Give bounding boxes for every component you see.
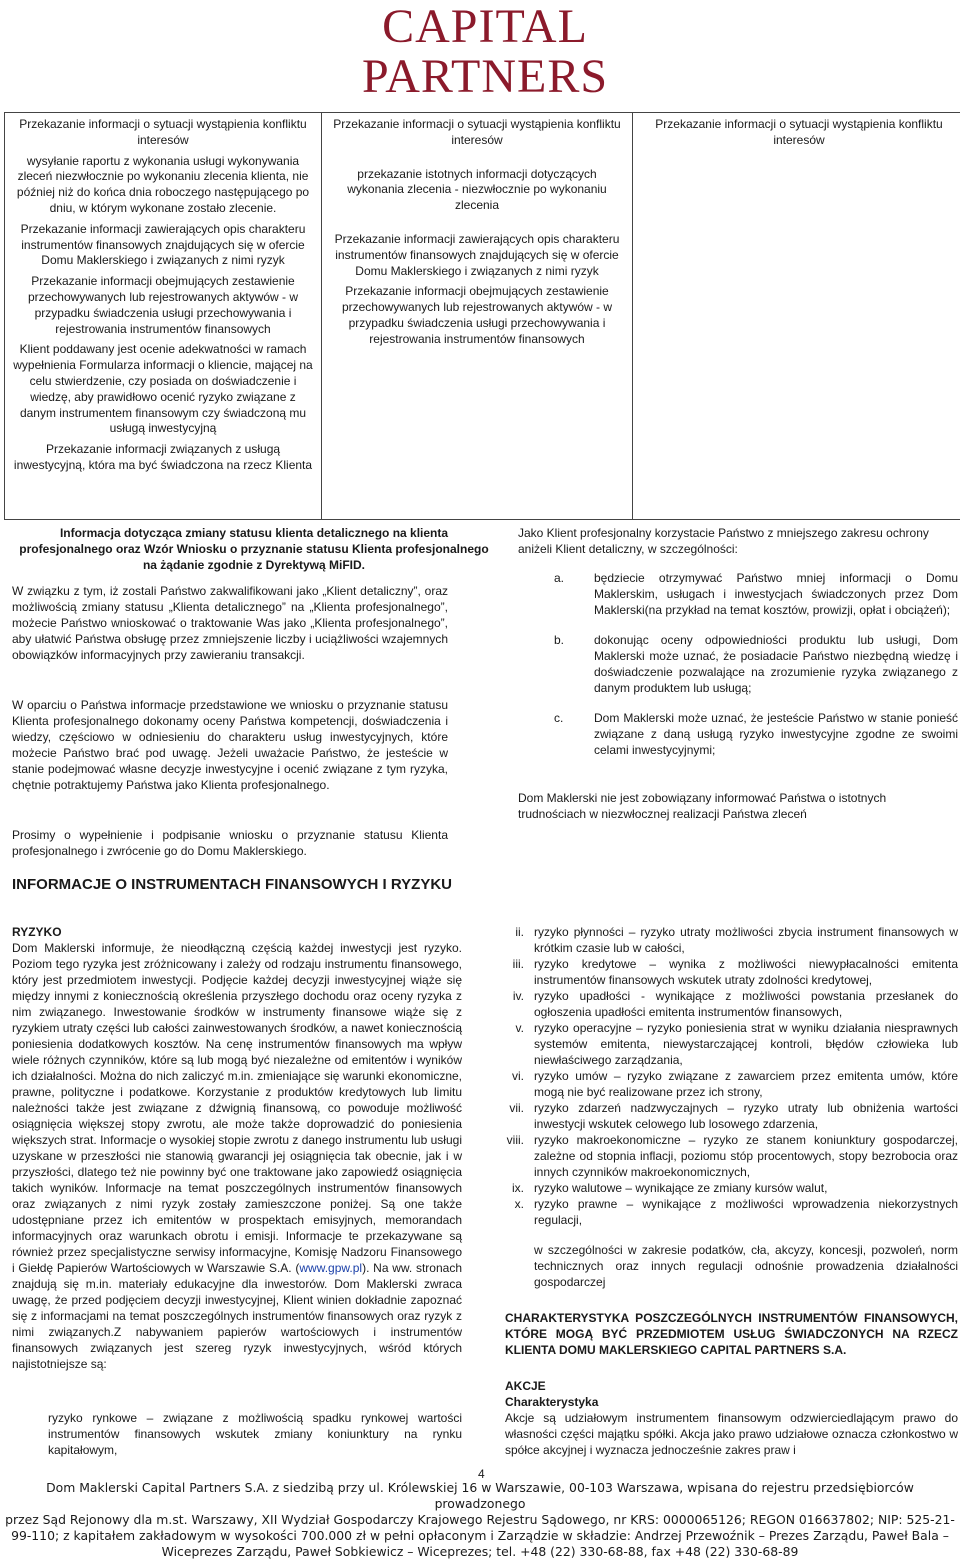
list-marker: iv. — [492, 988, 524, 1004]
list-item — [498, 988, 958, 1020]
risk-body-a: Dom Maklerski informuje, że nieodłączną częścią każdej inwestycji jest ryzyko. Poziom tego ryzyka jest zróżnicowany i zależy od rodzaju instrumentu finansowego, który jest przedmiotem inwestycji. Podjęcie każdej decyzji inwestycyjnej wiąże się między innymi z koniecznością określenia przyszłego dochodu oraz oceny ryzyka z nim związanego. Inwestowanie środków w instrumenty finansowe wiąże się z ryzykiem utraty części lub całości zainwestowanych środków, a nawet koniecznością poniesienia dodatkowych kosztów. Na cenę instrumentów finansowych ma wpływ wiele różnych czynników, które są lub mogą być niezależne od emitentów i wyników ich działalności. Można do nich zaliczyć m.in. zmieniające się warunki ekonomiczne, prawne, polityczne i podatkowe. Korzystanie z produktów kredytowych lub limitu należności także jest związane z dźwignią finansową, co powoduje możliwość osiągnięcia większej stopy zwrotu, ale może także doprowadzić do poniesienia większych strat. Informacje o wysokiej stopie zwrotu z danego instrumentu lub usługi uzyskane w przeszłości nie stanowią gwarancji jej osiągnięcia tak obecnie, jak i w przyszłości, dlatego też nie powinny być one traktowane jako zapowiedź osiągnięcia takich wyników. Informacje na temat poszczególnych instrumentów finansowych oraz związanych z nimi ryzyk zostały zamieszczone poniżej. Są one także udostępniane przez ich emitentów w prospektach emisyjnych, memorandach informacyjnych oraz warunkach obrotu i emisji. Informacje te przekazywane są również przez specjalistyczne serwisy informacyjne, Komisję Nadzoru Finansowego i Giełdę Papierów Wartościowych w Warszawie S.A. ( — [12, 941, 462, 1275]
char-body: Akcje są udziałowym instrumentem finansowym odzwierciedlającym prawo do własności części majątku spółki. Akcja jako prawo udziałowe oznacza członkostwo w spółce akcyjnej i wyznacza jednocześnie zakres praw i — [505, 1410, 958, 1458]
footer-line-2: przez Sąd Rejonowy dla m.st. Warszawy, XII Wydział Gospodarczy Krajowego Rejestru Sądowego, nr KRS: 0000065126; REGON 016637802; NIP: 525-21- — [0, 1512, 960, 1528]
status-change-heading: Informacja dotycząca zmiany statusu klienta detalicznego na klienta profesjonalnego oraz Wzór Wniosku o przyznanie statusu Klienta profesjonalnego na żądanie zgodnie z Dyrektywą MiFID. — [12, 525, 496, 573]
list-item — [498, 1068, 958, 1100]
col1-p3: Przekazanie informacji zawierających opis charakteru instrumentów finansowych znajdujących się w ofercie Domu Maklerskiego i związanych z nimi ryzyk — [11, 222, 315, 269]
list-text: ryzyko zdarzeń nadzwyczajnych – ryzyko utraty lub obniżenia wartości inwestycji wskutek celowego lub losowego zdarzenia, — [534, 1101, 958, 1131]
list-marker — [0, 1410, 16, 1426]
col1-p1: Przekazanie informacji o sytuacji wystąpienia konfliktu interesów — [11, 117, 315, 149]
comparison-table — [4, 112, 960, 520]
list-marker: ix. — [492, 1180, 524, 1196]
list-item — [498, 924, 958, 956]
list-marker: vi. — [492, 1068, 524, 1084]
list-marker: b. — [554, 632, 564, 648]
list-text: ryzyko upadłości - wynikające z możliwości powstania przesłanek do ogłoszenia upadłości emitenta instrumentów finansowych, — [534, 989, 958, 1019]
list-item — [518, 632, 958, 696]
company-logo — [360, 2, 610, 102]
list-marker: iii. — [492, 956, 524, 972]
list-item — [498, 1180, 958, 1196]
status-para-3: Prosimy o wypełnienie i podpisanie wniosku o przyznanie statusu Klienta profesjonalnego i zwrócenie go do Domu Maklerskiego. — [12, 827, 448, 859]
footer — [0, 1480, 960, 1560]
risk-list-start — [12, 1410, 462, 1458]
list-text: ryzyko operacyjne – ryzyko poniesienia strat w wyniku działania niesprawnych systemów emitenta, niewystarczającej kontroli, błędów człowieka lub niewłaściwego zarządzania, — [534, 1021, 958, 1067]
footer-line-1: Dom Maklerski Capital Partners S.A. z siedzibą przy ul. Królewskiej 16 w Warszawie, 00-103 Warszawa, wpisana do rejestru przedsiębiorców prowadzonego — [0, 1480, 960, 1512]
table-cell-col3 — [633, 113, 960, 520]
list-text: Dom Maklerski może uznać, że jesteście Państwo w stanie ponieść związane z daną usługą ryzyko inwestycyjne zgodne ze swoimi celami inwestycyjnymi; — [594, 711, 958, 757]
risk-heading: RYZYKO — [12, 924, 62, 940]
list-text: dokonując oceny odpowiedniości produktu lub usługi, Dom Maklerski może uznać, że posiadacie Państwo niezbędną wiedzę i doświadczenie pozwalające na zrozumienie ryzyka związanego z danym produktem lub usługą; — [594, 633, 958, 695]
logo-line-1: CAPITAL — [360, 2, 610, 52]
list-marker: viii. — [492, 1132, 524, 1148]
risk-body — [12, 940, 462, 1372]
char-sub2: Charakterystyka — [505, 1394, 598, 1410]
list-marker: a. — [554, 570, 564, 586]
list-marker: x. — [492, 1196, 524, 1212]
table-cell-col2 — [322, 113, 633, 520]
status-para-1: W związku z tym, iż zostali Państwo zakwalifikowani jako „Klient detaliczny”, oraz możliwością zmiany statusu „Klienta detalicznego” na „Klienta profesjonalnego”, możecie Państwo wnioskować o traktowanie Was jako „Klienta profesjonalnego”, aby ułatwić Państwa obsługę przez zmniejszenie liczby i uciążliwości wzajemnych obowiązków informacyjnych przy zawieraniu transakcji. — [12, 583, 448, 663]
list-item — [498, 1132, 958, 1180]
professional-closing: Dom Maklerski nie jest zobowiązany informować Państwa o istotnych trudnościach w niezwłocznej realizacji Państwa zleceń — [518, 790, 918, 822]
list-item — [12, 1410, 462, 1458]
professional-list — [518, 570, 958, 772]
list-marker: vii. — [492, 1100, 524, 1116]
status-para-2: W oparciu o Państwa informacje przedstawione we wniosku o przyznanie statusu Klienta profesjonalnego dokonamy oceny Państwa kompetencji, doświadczenia i wiedzy, częściowo w odniesieniu do charakteru usług inwestycyjnych, które możecie Państwo brać pod uwagę. Jeżeli uważacie Państwo, że jesteście w stanie podejmować własne decyzje inwestycyjne i ocenić związane z tym ryzyka, chętnie potraktujemy Państwa jako Klienta profesjonalnego. — [12, 697, 448, 793]
col1-p5: Klient poddawany jest ocenie adekwatności w ramach wypełnienia Formularza informacji o kliencie, mającej na celu stwierdzenie, czy posiada on doświadczenie i wiedzę, aby prawidłowo ocenić ryzyko związane z danym instrumentem finansowym czy świadczoną mu usługą inwestycyjną — [11, 342, 315, 437]
logo-line-2: PARTNERS — [360, 52, 610, 102]
risk-list-tail: w szczególności w zakresie podatków, cła, akcyzy, koncesji, pozwoleń, norm technicznych oraz innych regulacji odnośnie prowadzenia działalności gospodarczej — [534, 1242, 958, 1290]
list-item — [498, 1196, 958, 1228]
list-marker: v. — [492, 1020, 524, 1036]
section-title: INFORMACJE O INSTRUMENTACH FINANSOWYCH I RYZYKU — [12, 877, 452, 893]
risk-list — [498, 924, 958, 1228]
footer-line-3: 99-110; z kapitałem zakładowym w wysokości 700.000 zł w pełni opłaconym i Zarządzie w składzie: Andrzej Przewoźnik – Prezes Zarządu, Paweł Bala – — [0, 1528, 960, 1544]
risk-body-b: ). Na ww. stronach znajdują się m.in. materiały edukacyjne dla inwestorów. Dom Maklerski zwraca uwagę, że przed podjęciem decyzji inwestycyjnej, Klient winien dokładnie zapoznać się z informacjami na temat poszczególnych instrumentów finansowych oraz ryzyk z nimi związanych.Z nabywaniem papierów wartościowych i instrumentów finansowych związanych jest szereg ryzyk inwestycyjnych, wśród których najistotniejsze są: — [12, 1261, 462, 1371]
list-item — [518, 570, 958, 618]
col1-p4: Przekazanie informacji obejmujących zestawienie przechowywanych lub rejestrowanych aktywów - w przypadku świadczenia usługi przechowywania i rejestrowania instrumentów finansowych — [11, 274, 315, 337]
list-text: ryzyko rynkowe – związane z możliwością spadku rynkowej wartości instrumentów finansowych wskutek zmiany koniunktury na rynku kapitałowym, — [48, 1411, 462, 1457]
col1-p6: Przekazanie informacji związanych z usługą inwestycyjną, która ma być świadczona na rzecz Klienta — [11, 442, 315, 474]
col3-p1: Przekazanie informacji o sytuacji wystąpienia konfliktu interesów — [639, 117, 959, 149]
list-item — [498, 1020, 958, 1068]
col1-p2: wysyłanie raportu z wykonania usługi wykonywania zleceń niezwłocznie po wykonaniu zlecenia klienta, nie później niż do końca dnia roboczego następującego po dniu, w którym wykonane zostało zlecenie. — [11, 154, 315, 217]
gpw-link[interactable]: www.gpw.pl — [299, 1261, 362, 1275]
char-sub1: AKCJE — [505, 1378, 546, 1394]
col2-p4: Przekazanie informacji obejmujących zestawienie przechowywanych lub rejestrowanych aktywów - w przypadku świadczenia usługi przechowywania i rejestrowania instrumentów finansowych — [328, 284, 626, 347]
professional-intro: Jako Klient profesjonalny korzystacie Państwo z mniejszego zakresu ochrony aniżeli Klient detaliczny, w szczególności: — [518, 525, 958, 557]
list-item — [518, 710, 958, 758]
page-number: 4 — [478, 1466, 485, 1482]
list-marker: c. — [554, 710, 563, 726]
list-text: będziecie otrzymywać Państwo mniej informacji o Domu Maklerskim, usługach i inwestycjach świadczonych przez Dom Maklerski(na przykład na temat kosztów, prowizji, opłat i obciążeń); — [594, 571, 958, 617]
list-item — [498, 956, 958, 988]
list-marker: ii. — [492, 924, 524, 940]
char-heading: CHARAKTERYSTYKA POSZCZEGÓLNYCH INSTRUMENTÓW FINANSOWYCH, KTÓRE MOGĄ BYĆ PRZEDMIOTEM USŁUG ŚWIADCZONYCH NA RZECZ KLIENTA DOMU MAKLERSKIEGO CAPITAL PARTNERS S.A. — [505, 1310, 958, 1358]
list-item — [498, 1100, 958, 1132]
list-text: ryzyko płynności – ryzyko utraty możliwości zbycia instrument finansowych w krótkim czasie lub w całości, — [534, 925, 958, 955]
list-text: ryzyko makroekonomiczne – ryzyko ze stanem koniunktury gospodarczej, zależne od stopnia inflacji, poziomu stóp procentowych, stopy bezrobocia oraz innych czynników makroekonomicznych, — [534, 1133, 958, 1179]
col2-p2: przekazanie istotnych informacji dotyczących wykonania zlecenia - niezwłocznie po wykonaniu zlecenia — [328, 167, 626, 214]
list-text: ryzyko prawne – wynikające z możliwości wprowadzenia niekorzystnych regulacji, — [534, 1197, 958, 1227]
table-cell-col1 — [5, 113, 322, 520]
list-text: ryzyko walutowe – wynikające ze zmiany kursów walut, — [534, 1181, 827, 1195]
col2-p1: Przekazanie informacji o sytuacji wystąpienia konfliktu interesów — [328, 117, 626, 149]
footer-line-4: Wiceprezes Zarządu, Paweł Sobkiewicz – Wiceprezes; tel. +48 (22) 330-68-88, fax +48 (22) 330-68-89 — [0, 1544, 960, 1560]
col2-p3: Przekazanie informacji zawierających opis charakteru instrumentów finansowych znajdujących się w ofercie Domu Maklerskiego i związanych z nimi ryzyk — [328, 232, 626, 279]
list-text: ryzyko kredytowe – wynika z możliwości niewypłacalności emitenta instrumentów finansowych wskutek utraty zdolności kredytowej, — [534, 957, 958, 987]
list-text: ryzyko umów – ryzyko związane z zawarciem przez emitenta umów, które mogą nie być realizowane przez ich strony, — [534, 1069, 958, 1099]
